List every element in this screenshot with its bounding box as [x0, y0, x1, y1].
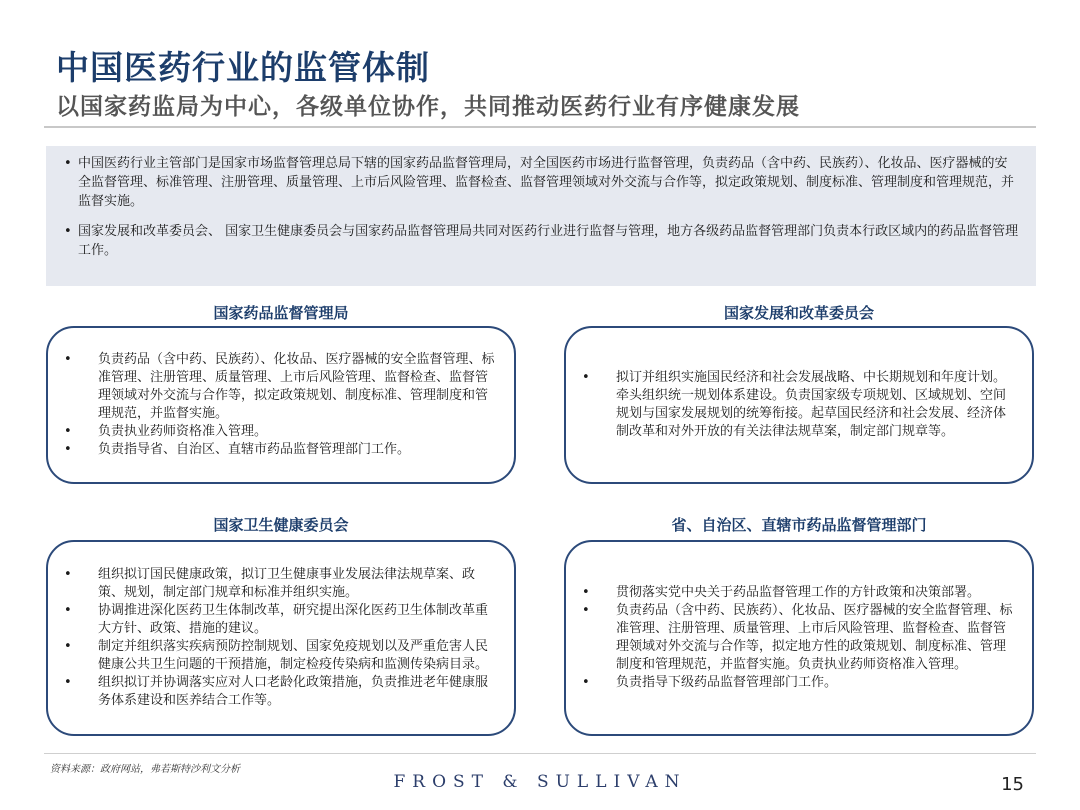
page-number: 15 [1001, 774, 1024, 795]
card-bullet: • 贯彻落实党中央关于药品监督管理工作的方针政策和决策部署。 [616, 584, 1014, 602]
card-list [616, 584, 1014, 692]
summary-item: • 国家发展和改革委员会、 国家卫生健康委员会与国家药品监督管理局共同对医药行业进行监督与管理，地方各级药品监督管理部门负责本行政区域内的药品监督管理工作。 [78, 222, 1020, 260]
section-title-nhc: 国家卫生健康委员会 [213, 516, 349, 534]
card-list [616, 369, 1014, 441]
section-title-nmpa: 国家药品监督管理局 [213, 304, 349, 322]
card-nhc [46, 540, 516, 736]
card-bullet: • 负责药品（含中药、民族药）、化妆品、医疗器械的安全监督管理、标准管理、注册管理、质量管理、上市后风险管理、监督检查、监督管理领域对外交流与合作等，拟定政策规划、制度标准、管理制度和管理规范，并监督实施。 [98, 351, 496, 423]
card-bullet: • 组织拟订国民健康政策，拟订卫生健康事业发展法律法规草案、政策、规划，制定部门规章和标准并组织实施。 [98, 566, 496, 602]
summary-item: • 中国医药行业主管部门是国家市场监督管理总局下辖的国家药品监督管理局，对全国医药市场进行监督管理，负责药品（含中药、民族药）、化妆品、医疗器械的安全监督管理、标准管理、注册管理、质量管理、上市后风险管理、监督检查、监督管理领域对外交流与合作等，拟定政策规划、制度标准、管理制度和管理规范，并监督实施。 [78, 154, 1020, 211]
card-bullet: • 拟订并组织实施国民经济和社会发展战略、中长期规划和年度计划。牵头组织统一规划体系建设。负责国家级专项规划、区域规划、空间规划与国家发展规划的统筹衔接。起草国民经济和社会发展、经济体制改革和对外开放的有关法律法规草案，制定部门规章等。 [616, 369, 1014, 441]
brand-logo: FROST & SULLIVAN [393, 772, 687, 792]
card-bullet: • 负责指导省、自治区、直辖市药品监督管理部门工作。 [98, 441, 496, 459]
card-provincial [564, 540, 1034, 736]
section-title-provincial: 省、自治区、直辖市药品监督管理部门 [671, 516, 927, 534]
card-ndrc [564, 326, 1034, 484]
page-title: 中国医药行业的监管体制 [56, 48, 430, 87]
summary-list [62, 154, 1020, 260]
card-list [98, 566, 496, 710]
header-divider [44, 126, 1036, 128]
footer-divider [44, 753, 1036, 754]
card-bullet: • 协调推进深化医药卫生体制改革，研究提出深化医药卫生体制改革重大方针、政策、措施的建议。 [98, 602, 496, 638]
summary-box [46, 146, 1036, 286]
card-bullet: • 组织拟订并协调落实应对人口老龄化政策措施，负责推进老年健康服务体系建设和医养结合工作等。 [98, 674, 496, 710]
source-note: 资料来源：政府网站，弗若斯特沙利文分析 [50, 764, 240, 775]
card-bullet: • 负责药品（含中药、民族药）、化妆品、医疗器械的安全监督管理、标准管理、注册管理、质量管理、上市后风险管理、监督检查、监督管理领域对外交流与合作等，拟定地方性的政策规划、制度标准、管理制度和管理规范，并监督实施。负责执业药师资格准入管理。 [616, 602, 1014, 674]
card-bullet: • 负责指导下级药品监督管理部门工作。 [616, 674, 1014, 692]
card-list [98, 351, 496, 459]
card-bullet: • 制定并组织落实疾病预防控制规划、国家免疫规划以及严重危害人民健康公共卫生问题的干预措施，制定检疫传染病和监测传染病目录。 [98, 638, 496, 674]
page-subtitle: 以国家药监局为中心，各级单位协作，共同推动医药行业有序健康发展 [56, 94, 800, 120]
section-title-ndrc: 国家发展和改革委员会 [723, 304, 874, 322]
card-nmpa [46, 326, 516, 484]
card-bullet: • 负责执业药师资格准入管理。 [98, 423, 496, 441]
